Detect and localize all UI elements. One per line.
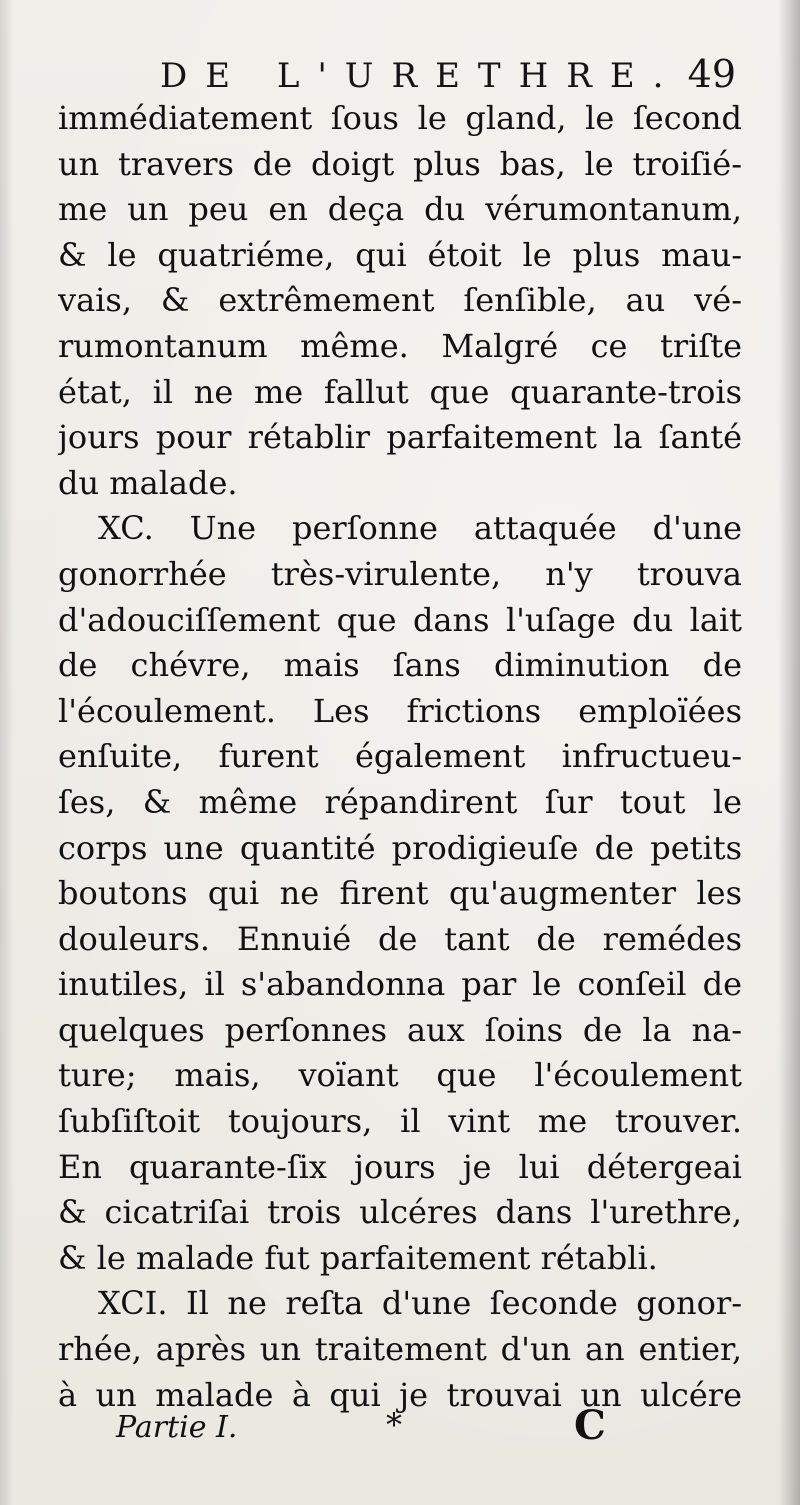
text-line: quelques perſonnes aux ſoins de la na-: [58, 1010, 742, 1049]
running-head: [150, 50, 740, 100]
text-line: & le quatriéme, qui étoit le plus mau-: [58, 235, 742, 274]
text-line: un travers de doigt plus bas, le troiſié-: [58, 144, 742, 183]
text-line: immédiatement ſous le gland, le ſecond: [58, 99, 742, 137]
text-line: me un peu en deça du vérumontanum,: [58, 190, 742, 229]
page-footer: [110, 1398, 610, 1458]
section-heading-line: XC. Une perſonne attaquée d'une: [98, 509, 742, 548]
text-line: du malade.: [58, 463, 238, 502]
text-line: & cicatriſai trois ulcéres dans l'urethre,: [58, 1193, 742, 1232]
text-line: & le malade fut parfaitement rétabli.: [58, 1238, 658, 1277]
text-line: gonorrhée très-virulente, n'y trouva: [58, 554, 742, 593]
text-line: ſes, & même répandirent ſur tout le: [58, 782, 742, 821]
gathering-mark: C: [574, 1402, 606, 1449]
text-line: rhée, après un traitement d'un an entier,: [58, 1330, 742, 1369]
running-title: DE L'URETHRE.: [160, 56, 682, 96]
text-line: boutons qui ne firent qu'augmenter les: [58, 874, 742, 913]
text-line: ſubſiſtoit toujours, il vint me trouver.: [58, 1102, 742, 1141]
text-line: l'écoulement. Les frictions emploïées: [58, 691, 742, 730]
signature-mark: Partie I.: [116, 1410, 238, 1445]
text-line: de chévre, mais ſans diminution de: [58, 646, 742, 685]
body-text: [58, 96, 742, 1418]
text-line: jours pour rétablir parfaitement la ſanté: [58, 418, 742, 457]
text-line: d'adouciſſement que dans l'uſage du lait: [58, 600, 742, 639]
text-line: ture; mais, voïant que l'écoulement: [58, 1056, 742, 1095]
text-line: douleurs. Ennuié de tant de remédes: [58, 919, 742, 958]
text-line: enſuite, furent également infructueu-: [58, 737, 742, 776]
text-line: inutiles, il s'abandonna par le conſeil de: [58, 965, 742, 1004]
text-line: En quarante-ſix jours je lui détergeai: [58, 1147, 742, 1186]
star-mark: *: [386, 1406, 402, 1444]
text-line: état, il ne me fallut que quarante-trois: [58, 372, 742, 411]
text-line: corps une quantité prodigieuſe de petits: [58, 828, 742, 867]
text-line: vais, & extrêmement ſenſible, au vé-: [58, 281, 742, 320]
page-number: 49: [687, 52, 736, 96]
section-heading-line: XCI. Il ne reſta d'une ſeconde gonor-: [98, 1284, 742, 1323]
text-line: rumontanum même. Malgré ce triſte: [58, 326, 742, 365]
text-line: à un malade à qui je trouvai un ulcére: [58, 1375, 742, 1414]
